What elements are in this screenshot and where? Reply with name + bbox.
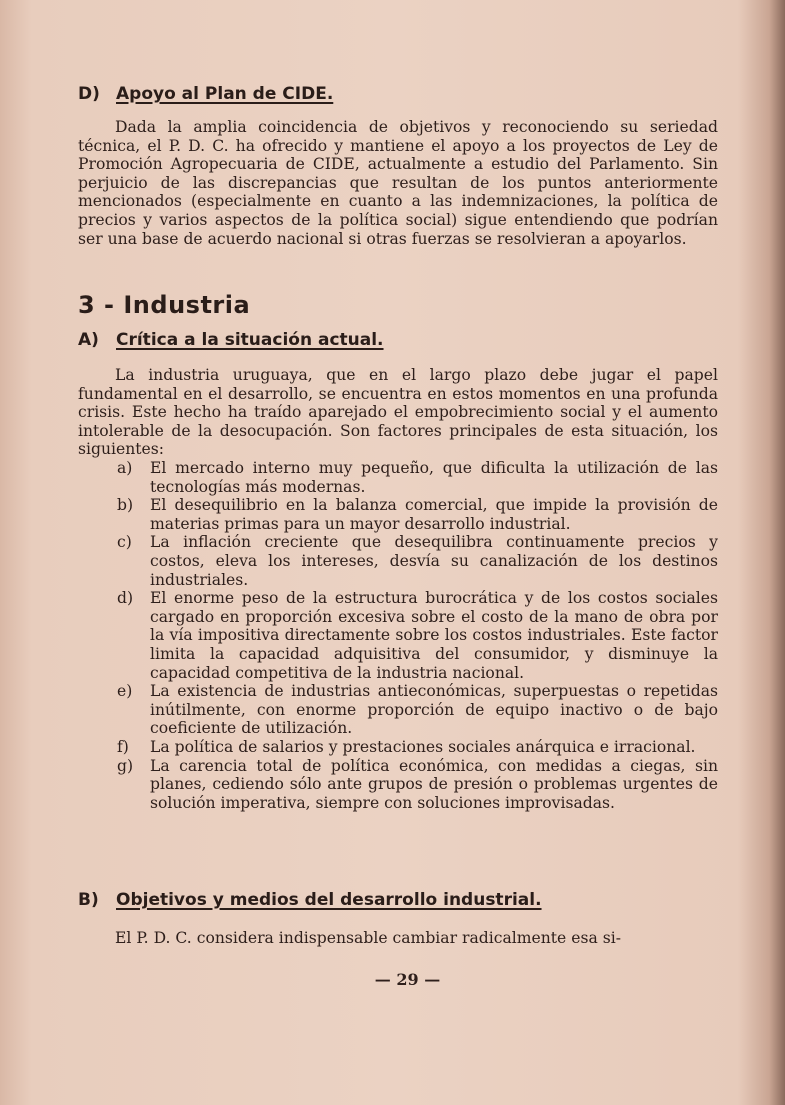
list-item-text: El enorme peso de la estructura burocrática y de los costos sociales cargado en proporción excesiva sobre el costo de la mano de obra por la vía impositiva directamente sobre los costos industriales. Este factor limita la capacidad adquisitiva del consumidor, y disminuye la capacidad competitiva de la industria nacional. — [150, 589, 718, 682]
list-marker: d) — [117, 589, 134, 608]
list-item-text: La inflación creciente que desequilibra continuamente precios y costos, eleva los intereses, desvía su canalización de los destinos industriales. — [150, 533, 718, 589]
subheading-text: Apoyo al Plan de CIDE. — [116, 84, 334, 104]
list-item — [78, 757, 718, 813]
paragraph-apoyo-cide: Dada la amplia coincidencia de objetivos y reconociendo su seriedad técnica, el P. D. C. ha ofrecido y mantiene el apoyo a los proyectos de Ley de Promoción Agropecuaria de CIDE, actualmente a estudio del Parlamento. Sin perjuicio de las discrepancias que resultan de los puntos anteriormente mencionados (especialmente en cuanto a las indemnizaciones, la política de precios y varios aspectos de la política social) sigue entendiendo que podrían ser una base de acuerdo nacional si otras fuerzas se resolvieran a apoyarlos. — [78, 118, 718, 248]
subheading-label: D) — [78, 84, 100, 104]
subheading-text: Crítica a la situación actual. — [116, 330, 384, 350]
list-item-text: La existencia de industrias antieconómicas, superpuestas o repetidas inútilmente, con enorme proporción de equipo inactivo o de bajo coeficiente de utilización. — [150, 682, 718, 738]
list-marker: a) — [117, 459, 133, 477]
list-marker: f) — [117, 737, 129, 756]
list-item — [78, 589, 718, 682]
page-number: — 29 — — [374, 970, 441, 989]
list-marker: b) — [117, 496, 134, 515]
list-marker: c) — [117, 533, 132, 552]
factors-list — [78, 459, 718, 812]
subheading-apoyo-cide — [78, 84, 333, 104]
subheading-critica — [78, 330, 384, 350]
list-item-text: El desequilibrio en la balanza comercial, que impide la provisión de materias primas para un mayor desarrollo industrial. — [150, 496, 718, 533]
list-item — [78, 533, 718, 589]
list-item — [78, 496, 718, 533]
subheading-label: B) — [78, 890, 99, 910]
subheading-text: Objetivos y medios del desarrollo industrial. — [116, 890, 542, 910]
list-item-text: La carencia total de política económica, con medidas a ciegas, sin planes, cediendo sólo ante grupos de presión o problemas urgentes de solución imperativa, siempre con soluciones improvisadas. — [150, 756, 718, 812]
subheading-objetivos — [78, 890, 542, 910]
list-item-text: La política de salarios y prestaciones sociales anárquica e irracional. — [150, 737, 696, 756]
section-title-industria: 3 - Industria — [78, 291, 251, 319]
list-item — [78, 738, 718, 757]
list-marker: e) — [117, 682, 133, 701]
list-item — [78, 459, 718, 496]
list-item-text: El mercado interno muy pequeño, que dificulta la utilización de las tecnologías más modernas. — [150, 459, 718, 496]
subheading-label: A) — [78, 330, 99, 350]
paragraph-critica: La industria uruguaya, que en el largo plazo debe jugar el papel fundamental en el desarrollo, se encuentra en estos momentos en una profunda crisis. Este hecho ha traído aparejado el empobrecimiento social y el aumento intolerable de la desocupación. Son factores principales de esta situación, los siguientes: — [78, 366, 718, 459]
paragraph-objetivos: El P. D. C. considera indispensable cambiar radicalmente esa si- — [115, 929, 621, 947]
list-marker: g) — [117, 756, 134, 775]
list-item — [78, 682, 718, 738]
